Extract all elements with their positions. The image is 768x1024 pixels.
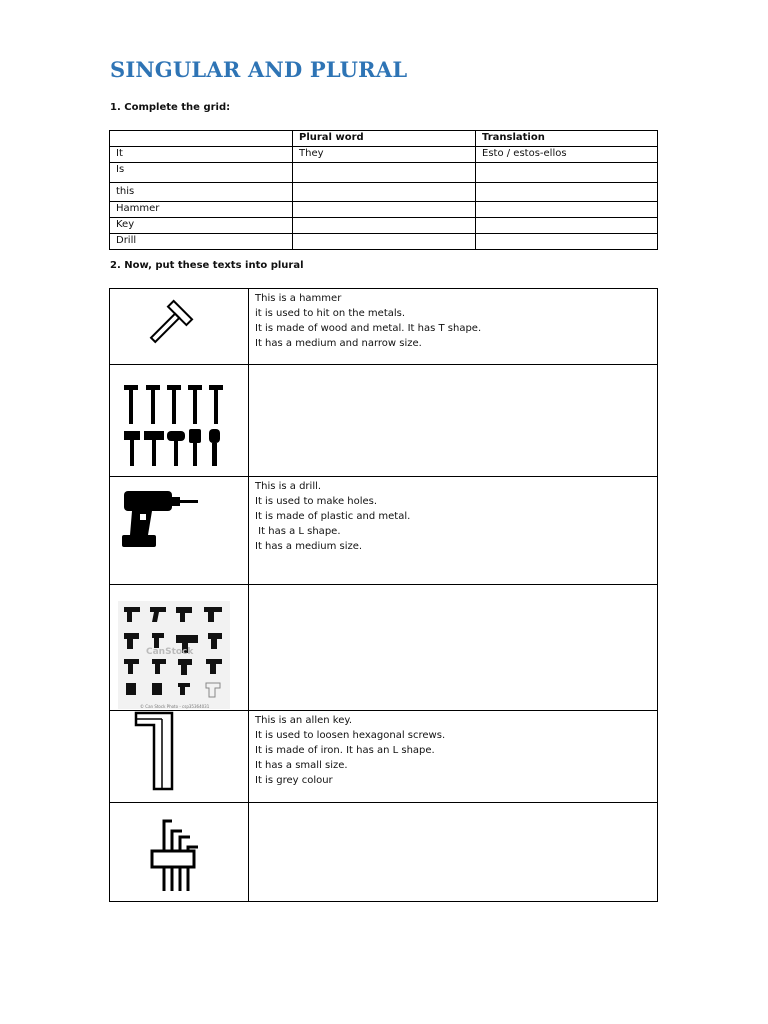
- hammers-answer-cell[interactable]: [249, 365, 658, 477]
- grid-cell-translation[interactable]: [476, 234, 658, 250]
- grid-cell-translation[interactable]: Esto / estos-ellos: [476, 147, 658, 163]
- drill-text-line: It is made of plastic and metal.: [255, 511, 411, 522]
- section-2-heading: 2. Now, put these texts into plural: [110, 260, 304, 271]
- table-row: [110, 711, 658, 803]
- table-row: [110, 289, 658, 365]
- allen-key-text-line: It is made of iron. It has an L shape.: [255, 745, 435, 756]
- hammer-text-cell: [249, 289, 658, 365]
- drill-image-cell: [110, 477, 249, 585]
- allen-keys-answer-cell[interactable]: [249, 803, 658, 902]
- grid-cell-translation[interactable]: [476, 202, 658, 218]
- drill-text-line: It is used to make holes.: [255, 496, 378, 507]
- grid-cell-singular: Hammer: [110, 202, 293, 218]
- grid-row: [110, 147, 658, 163]
- hammers-image-cell: [110, 365, 249, 477]
- drills-image-cell: [110, 585, 249, 711]
- table-row: [110, 585, 658, 711]
- grid-row: [110, 218, 658, 234]
- table-row: [110, 365, 658, 477]
- drill-text-cell: [249, 477, 658, 585]
- grid-cell-singular: It: [110, 147, 293, 163]
- grid-cell-singular: this: [110, 183, 293, 202]
- hammer-text-line: It has a medium and narrow size.: [255, 338, 422, 349]
- grid-cell-singular: Key: [110, 218, 293, 234]
- grid-header-plural: Plural word: [293, 131, 476, 147]
- hammer-text-line: This is a hammer: [255, 293, 342, 304]
- drill-text-line: It has a medium size.: [255, 541, 363, 552]
- hammer-image-cell: [110, 289, 249, 365]
- grid-cell-singular: Is: [110, 163, 293, 183]
- drills-caption: © Can Stock Photo - csp35364031: [140, 704, 210, 709]
- grid-row: [110, 234, 658, 250]
- grid-cell-plural[interactable]: [293, 234, 476, 250]
- allen-key-text-line: It has a small size.: [255, 760, 348, 771]
- vocabulary-grid: [109, 130, 658, 250]
- allen-key-text-line: It is grey colour: [255, 775, 333, 786]
- allen-key-icon: [124, 711, 194, 795]
- allen-key-image-cell: [110, 711, 249, 803]
- tools-table: [109, 288, 658, 902]
- grid-cell-plural[interactable]: They: [293, 147, 476, 163]
- grid-cell-translation[interactable]: [476, 163, 658, 183]
- grid-cell-plural[interactable]: [293, 218, 476, 234]
- drill-text-line: It has a L shape.: [255, 526, 341, 537]
- grid-row: [110, 202, 658, 218]
- drills-photo: [118, 601, 230, 709]
- grid-cell-translation[interactable]: [476, 183, 658, 202]
- hammers-icon: [122, 383, 226, 475]
- page-title: SINGULAR AND PLURAL: [110, 57, 408, 82]
- grid-row: [110, 183, 658, 202]
- grid-header-row: [110, 131, 658, 147]
- drill-text-line: This is a drill.: [255, 481, 322, 492]
- grid-cell-translation[interactable]: [476, 218, 658, 234]
- section-1-heading: 1. Complete the grid:: [110, 102, 231, 113]
- grid-header-singular: [110, 131, 293, 147]
- allen-key-text-line: It is used to loosen hexagonal screws.: [255, 730, 446, 741]
- hammer-text-line: it is used to hit on the metals.: [255, 308, 406, 319]
- grid-cell-plural[interactable]: [293, 163, 476, 183]
- drills-answer-cell[interactable]: [249, 585, 658, 711]
- hammer-icon: [138, 295, 198, 355]
- hammer-text-line: It is made of wood and metal. It has T shape.: [255, 323, 482, 334]
- allen-keys-image-cell: [110, 803, 249, 902]
- allen-key-text-cell: [249, 711, 658, 803]
- table-row: [110, 803, 658, 902]
- allen-key-text-line: This is an allen key.: [255, 715, 353, 726]
- table-row: [110, 477, 658, 585]
- grid-cell-singular: Drill: [110, 234, 293, 250]
- grid-header-translation: Translation: [476, 131, 658, 147]
- grid-cell-plural[interactable]: [293, 183, 476, 202]
- grid-row: [110, 163, 658, 183]
- allen-keys-icon: [142, 807, 212, 895]
- drill-icon: [120, 485, 206, 549]
- grid-cell-plural[interactable]: [293, 202, 476, 218]
- drills-watermark: CanStock: [146, 647, 194, 657]
